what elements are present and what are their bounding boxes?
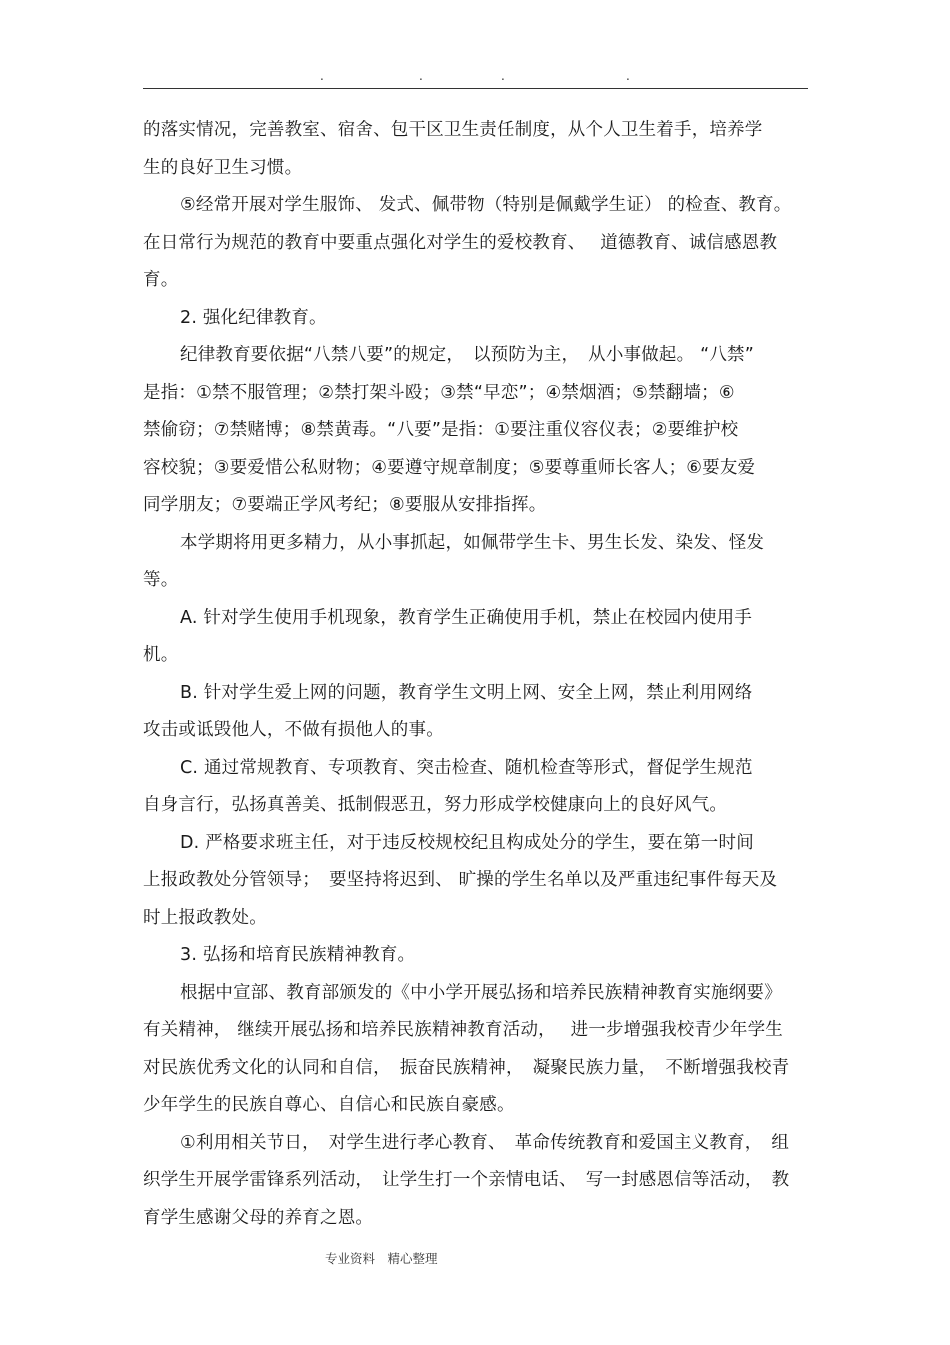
section-heading-national-spirit: [143, 937, 808, 975]
text-line: 对民族优秀文化的认同和自信， 振奋民族精神， 凝聚民族力量， 不断增强我校青: [143, 1057, 790, 1078]
text-line: 纪律教育要依据“八禁八要”的规定， 以预防为主， 从小事做起。 “八禁”: [180, 345, 755, 365]
list-item-d: [143, 825, 808, 938]
text-line: 机。: [143, 645, 179, 665]
text-line: ①利用相关节日， 对学生进行孝心教育、 革命传统教育和爱国主义教育， 组: [180, 1132, 790, 1153]
text-line: 同学朋友；⑦要端正学风考纪；⑧要服从安排指挥。: [143, 495, 547, 515]
text-line: D. 严格要求班主任，对于违反校规校纪且构成处分的学生，要在第一时间: [180, 832, 754, 853]
heading-text: 2. 强化纪律教育。: [180, 307, 327, 328]
text-line: 根据中宣部、教育部颁发的《中小学开展弘扬和培养民族精神教育实施纲要》: [180, 982, 782, 1003]
paragraph-dress-check: [143, 187, 808, 300]
text-line: 育。: [143, 270, 179, 290]
list-item-a: [143, 600, 808, 675]
header-rule: [143, 88, 808, 89]
text-line: 育学生感谢父母的养育之恩。: [143, 1207, 374, 1228]
text-line: 是指：①禁不服管理；②禁打架斗殴；③禁“早恋”；④禁烟酒；⑤禁翻墙；⑥: [143, 382, 735, 403]
text-line: 等。: [143, 570, 179, 590]
text-line: C. 通过常规教育、专项教育、突击检查、随机检查等形式，督促学生规范: [180, 757, 753, 778]
text-line: A. 针对学生使用手机现象，教育学生正确使用手机，禁止在校园内使用手: [180, 607, 753, 628]
text-line: 上报政教处分管领导； 要坚持将迟到、 旷操的学生名单以及严重违纪事件每天及: [143, 870, 778, 890]
header-dot: .: [320, 69, 324, 83]
text-line: ⑤经常开展对学生服饰、 发式、佩带物（特别是佩戴学生证） 的检查、教育。: [180, 195, 792, 215]
text-line: B. 针对学生爱上网的问题，教育学生文明上网、安全上网，禁止利用网络: [180, 682, 753, 703]
text-line: 容校貌；③要爱惜公私财物；④要遵守规章制度；⑤要尊重师长客人；⑥要友爱: [143, 457, 756, 478]
text-line: 时上报政教处。: [143, 907, 267, 928]
text-line: 少年学生的民族自尊心、自信心和民族自豪感。: [143, 1095, 515, 1115]
list-item-b: [143, 675, 808, 750]
paragraph-national-spirit: [143, 975, 808, 1125]
header-dot: .: [419, 69, 423, 83]
text-line: 在日常行为规范的教育中要重点强化对学生的爱校教育、 道德教育、诚信感恩教: [143, 232, 778, 253]
text-line: 生的良好卫生习惯。: [143, 157, 303, 178]
section-heading-discipline: [143, 300, 808, 338]
footer-text: 专业资料 精心整理: [325, 1251, 438, 1266]
text-line: 攻击或诋毁他人，不做有损他人的事。: [143, 720, 444, 740]
header-dots: [0, 70, 950, 84]
paragraph-hygiene: [143, 112, 808, 187]
paragraph-festivals: [143, 1125, 808, 1238]
text-line: 禁偷窃；⑦禁赌博；⑧禁黄毒。“八要”是指：①要注重仪容仪表；②要维护校: [143, 420, 739, 440]
paragraph-eight-rules: [143, 337, 808, 525]
text-line: 有关精神， 继续开展弘扬和培养民族精神教育活动， 进一步增强我校青少年学生: [143, 1020, 783, 1040]
text-line: 织学生开展学雷锋系列活动， 让学生打一个亲情电话、 写一封感恩信等活动， 教: [143, 1170, 790, 1190]
header-dot: .: [626, 69, 630, 83]
document-body: [143, 112, 808, 1237]
paragraph-semester: [143, 525, 808, 600]
text-line: 本学期将用更多精力，从小事抓起，如佩带学生卡、男生长发、染发、怪发: [180, 532, 765, 553]
heading-text: 3. 弘扬和培育民族精神教育。: [180, 945, 416, 965]
text-line: 的落实情况，完善教室、宿舍、包干区卫生责任制度，从个人卫生着手，培养学: [143, 120, 763, 140]
list-item-c: [143, 750, 808, 825]
text-line: 自身言行，弘扬真善美、抵制假恶丑，努力形成学校健康向上的良好风气。: [143, 795, 728, 815]
header-dot: .: [501, 69, 505, 83]
